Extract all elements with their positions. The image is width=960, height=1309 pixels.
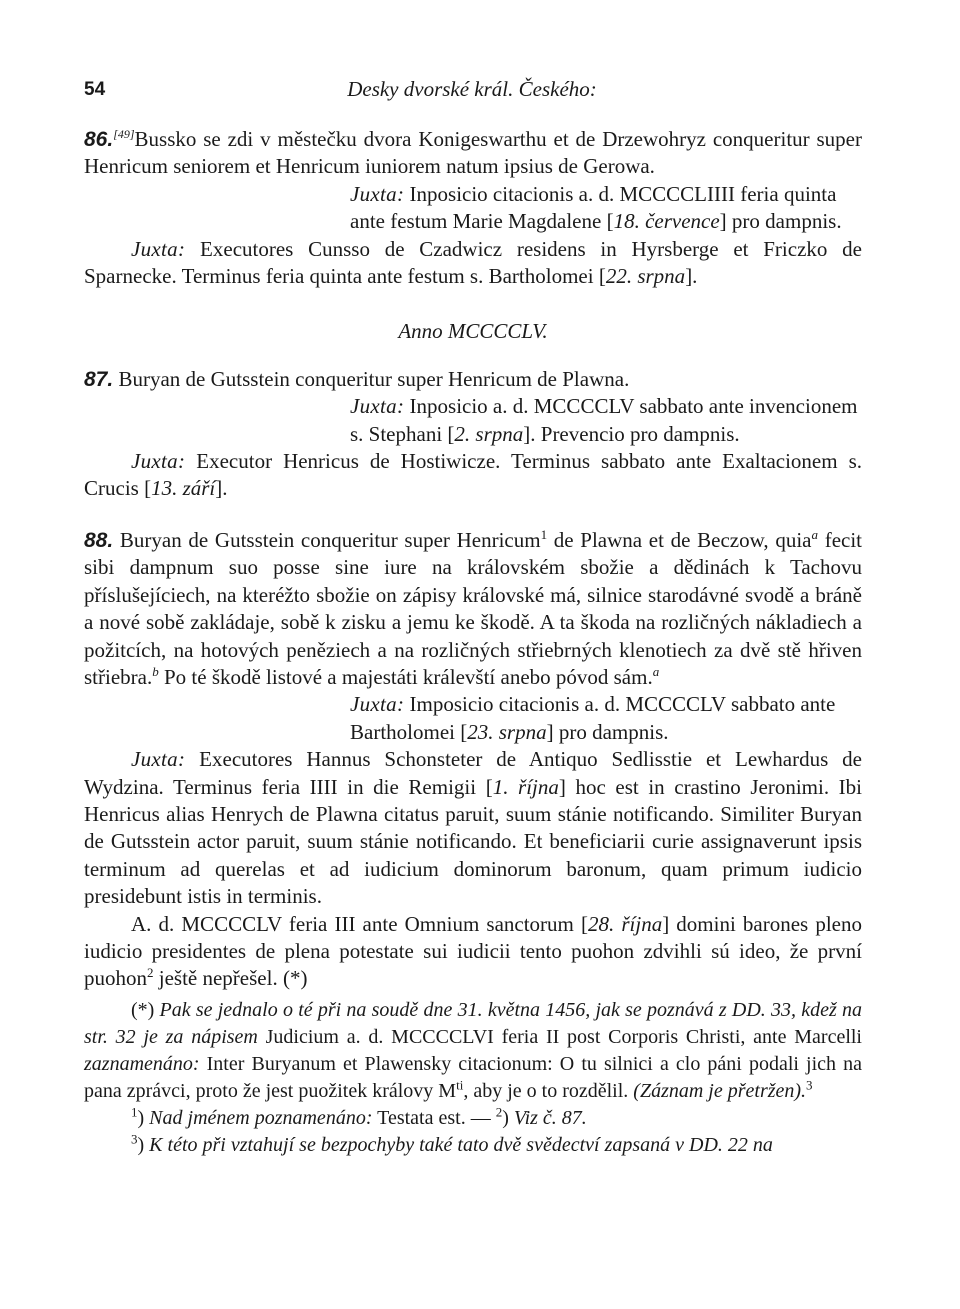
- entry-number: 87.: [84, 367, 114, 391]
- juxta-line: Juxta: Inposicio citacionis a. d. MCCCCLIIII feria quinta ante festum Marie Magdalene [18. července] pro dampnis.: [350, 181, 842, 234]
- footnote-3: $^3$) K této při vztahují se bezpochyby také tato dvě svědectví zapsaná v DD. 22 na: [131, 1131, 773, 1156]
- entry-number: 86.: [84, 128, 114, 151]
- entry-86: [84, 126, 862, 181]
- running-title: Desky dvorské král. Českého:: [347, 77, 597, 101]
- court-record: A. d. MCCCCLV feria III ante Omnium sanctorum [28. října] domini barones pleno iudicio presidentes de plena potestate sui iudicii tento puohon zdvihli sú ideo, že první puohon$^2$ ještě nepřešel. (*): [84, 911, 862, 991]
- entry-87: 87. Buryan de Gutsstein conqueritur super Henricum de Plawna.: [84, 366, 630, 391]
- juxta-line: Juxta: Executores Cunsso de Czadwicz residens in Hyrsberge et Friczko de Sparnecke. Terminus feria quinta ante festum s. Bartholomei [22. srpna].: [84, 236, 862, 289]
- page-header: [84, 76, 860, 104]
- juxta-line: Juxta: Executores Hannus Schonsteter de Antiquo Sedlisstie et Lewhardus de Wydzina. Terminus feria IIII in die Remigii [1. října] hoc est in crastino Jeronimi. Ibi Henricus alias Henrych de Plawna citatus paruit, suum stánie notificando. Similiter Buryan de Gutsstein actor paruit, suum stánie notificando. Et beneficiarii curie assignaverunt ipsis terminum ad querelas et ad iudicium dominorum baronum, quam primum iudicio presidebunt istis in terminis.: [84, 747, 862, 909]
- page-number: 54: [84, 79, 106, 100]
- editorial-note: (*) Pak se jednalo o té při na soudě dne 31. května 1456, jak se poznává z DD. 33, kdež na str. 32 je za nápisem Judicium a. d. MCCCCLVI feria II post Corporis Christi, ante Marcelli zaznamenáno: Inter Buryanum et Plawensky citacionum: O tu silnici a clo páni podali jich na pana zprávci, proto že jest puožitek královy $M^{ti}$, aby je o to rozdělil. (Záznam je přetržen).$^3$: [84, 998, 862, 1102]
- juxta-line: Juxta: Inposicio a. d. MCCCCLV sabbato ante invencionem s. Stephani [2. srpna]. Prevencio pro dampnis.: [350, 394, 858, 446]
- page-body: [84, 126, 862, 1159]
- juxta-line: Juxta: Imposicio citacionis a. d. MCCCCLV sabbato ante Bartholomei [23. srpna] pro dampnis.: [350, 692, 836, 744]
- entry-88: 88. Buryan de Gutsstein conqueritur super Henricum$^1$ de Plawna et de Beczow, quia$^a$ fecit sibi dampnum suo posse sine iure na královském sbožie a dědinách k Tachovu příslušejíciech, na kteréžto sbožie on zápisy královské má, silnice starodávné svodě a bráně a nové sobě zakládaje, sobě k zisku a jemu ke škodě. A ta škoda na rozličných nákladiech a požitcích, na hotových peněziech a na rozličných střiebrných klenotiech za dvě stě hřiven střiebra.$^b$ Po té škodě listové a majestáti králevští anebo póvod sám.$^a$: [84, 526, 863, 689]
- folio-mark: [49]: [113, 127, 135, 141]
- juxta-line: Juxta: Executor Henricus de Hostiwicze. Terminus sabbato ante Exaltacionem s. Crucis [13. září].: [84, 449, 862, 501]
- entry-number: 88.: [84, 528, 114, 552]
- entry-text: Bussko se zdi v městečku dvora Konigeswarthu et de Drzewohryz conqueritur super Henricum seniorem et Henricum iuniorem natum ipsius de Gerowa.: [84, 127, 862, 179]
- footnotes-1-2: $^1$) Nad jménem poznamenáno: Testata est. — $^2$) Viz č. 87.: [131, 1104, 587, 1129]
- year-heading: Anno MCCCCLV.: [398, 319, 548, 344]
- spacer: [84, 503, 862, 527]
